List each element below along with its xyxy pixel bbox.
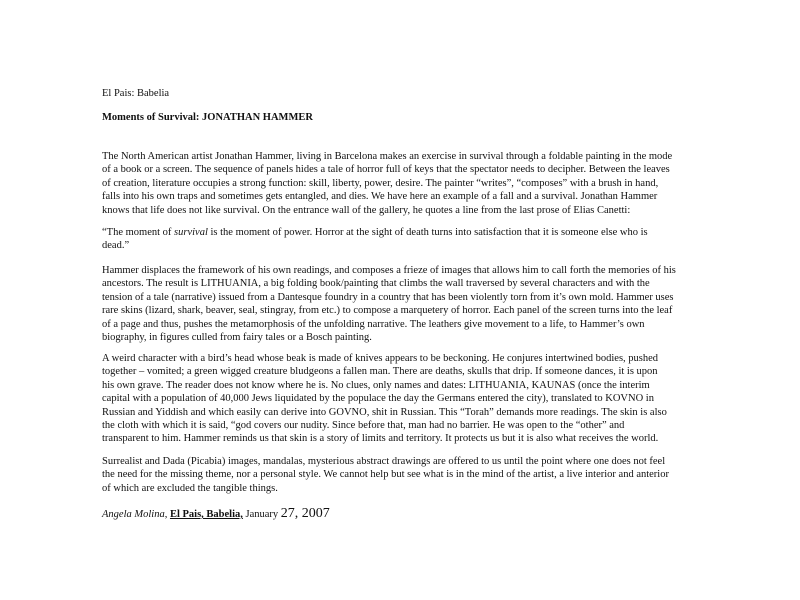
paragraph-lithuania	[102, 264, 722, 344]
text-line: together – vomited; a green wigged creature bludgeons a fallen man. There are deaths, skulls that drip. If someone dances, it is upon	[102, 366, 658, 378]
text-line: of a book or a screen. The sequence of panels hides a tale of horror full of keys that the spectator needs to decipher. Between the leaves	[102, 164, 670, 176]
text-line: biography, in figures culled from fairy tales or a Bosch painting.	[102, 332, 372, 344]
quote-text-end: is the moment of power. Horror at the sight of death turns into satisfaction that it is someone else who is	[207, 227, 648, 238]
text-line	[102, 226, 722, 239]
document-title: Moments of Survival: JONATHAN HAMMER	[102, 112, 313, 123]
text-line: the cloth with which it is said, “god covers our nudity. Since before that, man had no barrier. He was open to the “other” and	[102, 420, 625, 432]
text-line: A weird character with a bird’s head whose beak is made of knives appears to be beckoning. He conjures intertwined bodies, pushed	[102, 353, 659, 364]
text-line: dead.”	[102, 240, 130, 252]
quote-text-start: “The moment of	[102, 227, 175, 238]
text-line: tension of a tale (narrative) issued from a Dantesque foundry in a country that has been violently torn from it’s own mold. Hammer uses	[102, 291, 674, 303]
signature-line	[102, 506, 330, 523]
paragraph-character	[102, 352, 722, 446]
quote-emphasis: survival	[174, 227, 208, 238]
text-line: his own grave. The reader does not know where he is. No clues, only names and dates: LITHUANIA, KAUNAS (once the interim	[102, 379, 650, 391]
date-month: January	[242, 509, 281, 520]
text-line: transparent to him. Hammer reminds us that skin is a story of limits and territory. It protects us but it is also what receives the world.	[102, 433, 659, 445]
text-line: of which are excluded the tangible things.	[102, 482, 278, 494]
text-line: ancestors. The result is LITHUANIA, a big folding book/painting that climbs the wall traversed by several characters and with the	[102, 278, 650, 290]
text-line: of creation, literature occupies a strong function: skill, liberty, power, desire. The painter “writes”, “composes” with a brush in hand,	[102, 177, 659, 189]
text-line: Russian and Yiddish and which easily can derive into GOVNO, shit in Russian. This “Torah” demands more readings. The skin is also	[102, 406, 667, 418]
paragraph-intro	[102, 150, 722, 217]
publication-name: El Pais, Babelia,	[169, 509, 243, 520]
paragraph-quote	[102, 226, 722, 253]
text-line: of a page and thus, pushes the metamorphosis of the unfolding narrative. The leathers give movement to a life, to Hammer’s own	[102, 318, 645, 330]
text-line: The North American artist Jonathan Hammer, living in Barcelona makes an exercise in survival through a foldable painting in the mode	[102, 151, 673, 162]
text-line: knows that life does not like survival. On the entrance wall of the gallery, he quotes a line from the last prose of Elias Canetti:	[102, 204, 631, 216]
signature-separator: ,	[164, 509, 170, 520]
text-line: Surrealist and Dada (Picabia) images, mandalas, mysterious abstract drawings are offered to us until the point where one does not feel	[102, 456, 666, 467]
date-day-year: 27, 2007	[280, 506, 330, 521]
text-line: falls into his own traps and sometimes gets entangled, and dies. We have here an example of a fall and a survival. Jonathan Hammer	[102, 191, 658, 203]
text-line: Hammer displaces the framework of his own readings, and composes a frieze of images that allows him to call forth the memories of his	[102, 265, 676, 276]
text-line: rare skins (lizard, shark, beaver, seal, stingray, from etc.) to compose a marquetery of horror. Each panel of the screen turns into the leaf	[102, 305, 673, 317]
text-line: the need for the missing theme, nor a personal style. We cannot help but see what is in the mind of the artist, a live interior and anterior	[102, 469, 669, 481]
author-name: Angela Molina	[102, 509, 165, 520]
source-line: El Pais: Babelia	[102, 88, 170, 99]
text-line: capital with a population of 40,000 Jews liquidated by the populace the day the Germans entered the city), translated to KOVNO in	[102, 393, 654, 405]
paragraph-surrealist	[102, 455, 722, 495]
